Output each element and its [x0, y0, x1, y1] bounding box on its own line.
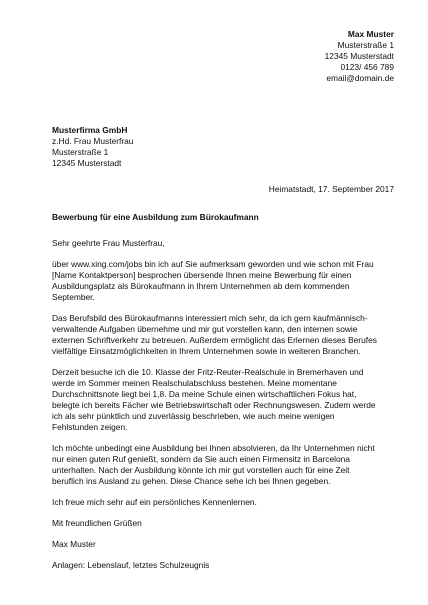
recipient-street: Musterstraße 1: [52, 147, 109, 157]
body-paragraph: [52, 259, 392, 303]
sender-block: [194, 29, 394, 84]
paragraph-line: September.: [52, 292, 95, 302]
closing: Mit freundlichen Grüßen: [52, 518, 142, 528]
paragraph-line: beruflich ins Ausland zu gehen. Diese Chance sehe ich bei Ihnen gegeben.: [52, 476, 331, 486]
body-paragraph: [52, 313, 392, 357]
paragraph-line: nur einen guten Ruf genießt, sondern da Sie auch einen Firmensitz in Barcelona: [52, 454, 350, 464]
paragraph-line: Ausbildungsplatz als Bürokaufmann in Ihrem Unternehmen ab dem kommenden: [52, 281, 350, 291]
paragraph-line: Das Berufsbild des Bürokaufmanns interessiert mich sehr, da ich gern kaufmännisch-: [52, 313, 368, 323]
signature-name: Max Muster: [52, 539, 96, 549]
body-paragraph: [52, 497, 392, 508]
body-paragraph: [52, 443, 392, 487]
paragraph-line: unterhalten. Nach der Ausbildung könnte ich mir gut vorstellen auch für eine Zeit: [52, 465, 350, 475]
paragraph-line: vielfältige Einsatzmöglichkeiten in Ihrem Unternehmen sowie in weiteren Branchen.: [52, 346, 361, 356]
paragraph-line: externen Schriftverkehr zu betreuen. Außerdem ermöglicht das Erlernen dieses Berufes: [52, 335, 377, 345]
paragraph-line: Derzeit besuche ich die 10. Klasse der Fritz-Reuter-Realschule in Bremerhaven und: [52, 367, 364, 377]
recipient-block: [52, 125, 133, 169]
paragraph-line: ich als sehr pünktlich und zuverlässig beschrieben, wie auch meine wenigen: [52, 411, 335, 421]
body-paragraph: [52, 367, 392, 433]
recipient-city: 12345 Musterstadt: [52, 158, 122, 168]
salutation: Sehr geehrte Frau Musterfrau,: [52, 238, 165, 248]
paragraph-line: verwaltende Aufgaben übernehme und mir gut vorstellen kann, den internen sowie: [52, 324, 358, 334]
sender-email: email@domain.de: [326, 73, 394, 83]
sender-phone: 0123/ 456 789: [340, 62, 394, 72]
recipient-company: Musterfirma GmbH: [52, 125, 128, 135]
paragraph-line: Ich freue mich sehr auf ein persönliches Kennenlernen.: [52, 497, 257, 507]
paragraph-line: werde im Sommer meinen Realschulabschluss bestehen. Meine momentane: [52, 378, 337, 388]
sender-city: 12345 Musterstadt: [324, 51, 394, 61]
sender-name: Max Muster: [347, 29, 394, 39]
attachments-line: Anlagen: Lebenslauf, letztes Schulzeugnis: [52, 560, 210, 570]
sender-street: Musterstraße 1: [337, 40, 394, 50]
paragraph-line: [Name Kontaktperson] besprochen übersende Ihnen meine Bewerbung für einen: [52, 270, 352, 280]
date-line: Heimatstadt, 17. September 2017: [268, 184, 394, 194]
recipient-attention: z.Hd. Frau Musterfrau: [52, 136, 134, 146]
letter-body: [52, 238, 392, 581]
paragraph-line: über www.xing.com/jobs bin ich auf Sie aufmerksam geworden und wie schon mit Frau: [52, 259, 374, 269]
paragraph-line: Durchschnittsnote liegt bei 1,8. Da meine Schule einen wirtschaftlichen Fokus hat,: [52, 389, 357, 399]
paragraph-line: belegte ich bereits Fächer wie Betriebswirtschaft oder Rechnungswesen. Zudem werde: [52, 400, 376, 410]
subject-line: Bewerbung für eine Ausbildung zum Bürokaufmann: [52, 212, 259, 222]
paragraph-line: Fehlstunden zeigen.: [52, 422, 128, 432]
paragraph-line: Ich möchte unbedingt eine Ausbildung bei Ihnen absolvieren, da Ihr Unternehmen nicht: [52, 443, 375, 453]
